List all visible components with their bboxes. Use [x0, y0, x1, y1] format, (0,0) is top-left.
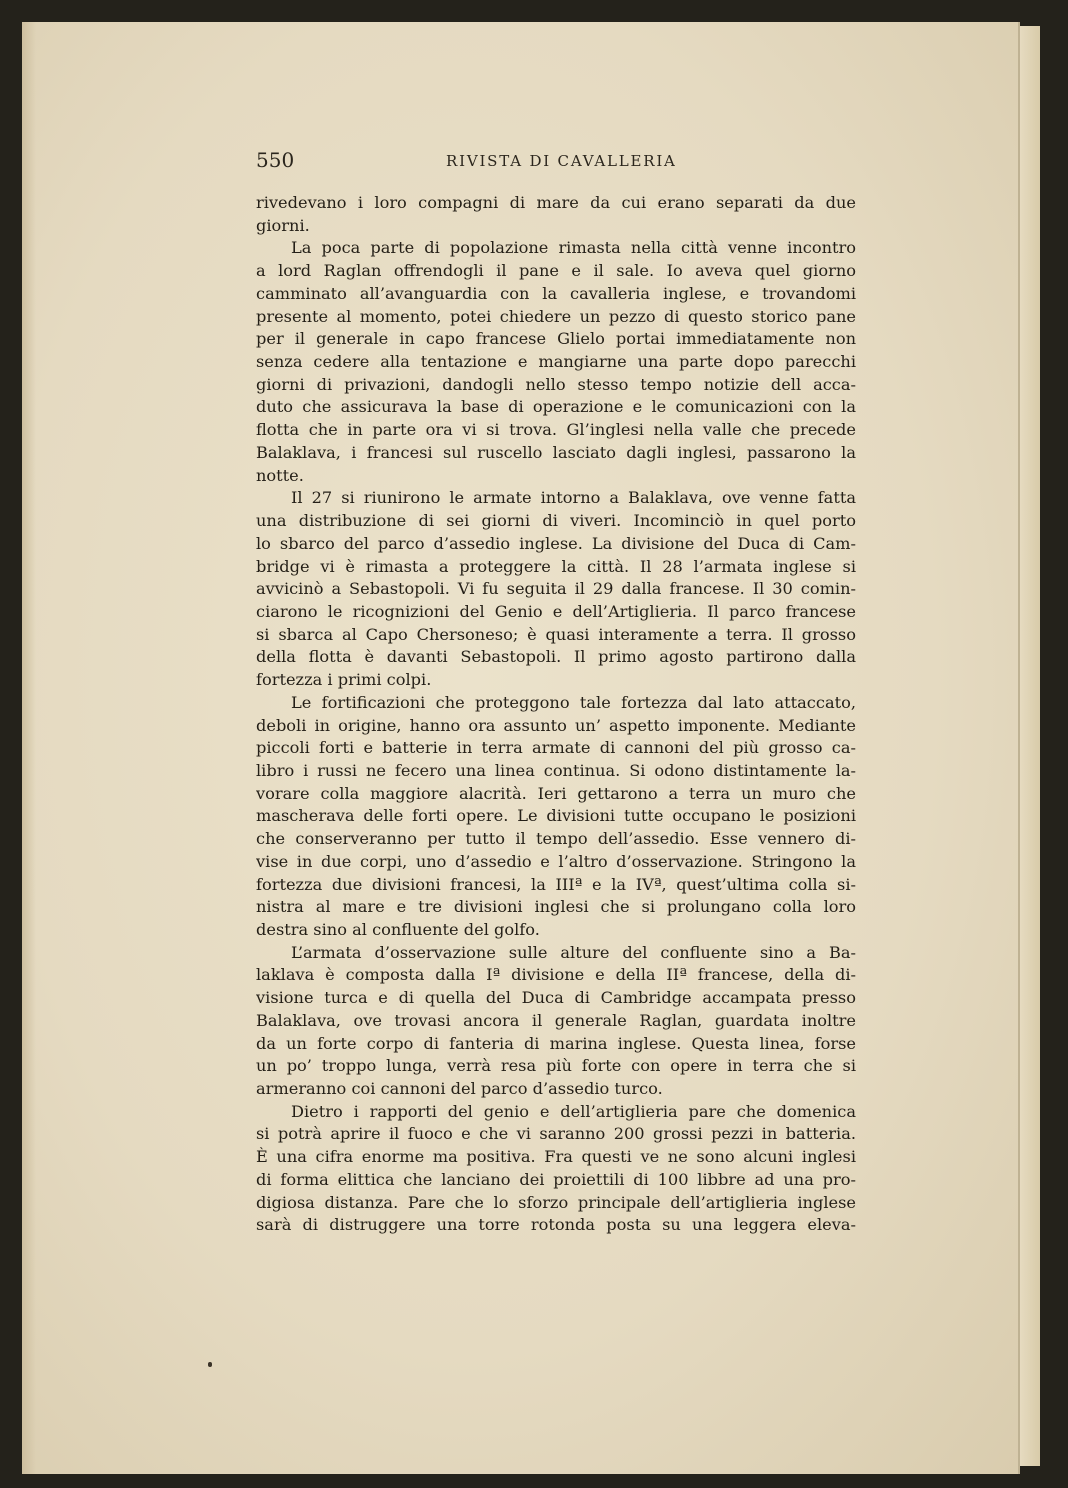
text-line: di forma elittica che lanciano dei proiettili di 100 libbre ad una pro- — [256, 1169, 856, 1189]
text-line: piccoli forti e batterie in terra armate di cannoni del più grosso ca- — [256, 738, 856, 758]
text-line: deboli in origine, hanno ora assunto un’ aspetto imponente. Mediante — [256, 715, 856, 735]
text-line: armeranno coi cannoni del parco d’assedio turco. — [256, 1079, 663, 1099]
text-line: visione turca e di quella del Duca di Cambridge accampata presso — [256, 988, 856, 1008]
text-line: La poca parte di popolazione rimasta nella città venne incontro — [291, 238, 856, 258]
text-line: laklava è composta dalla Iª divisione e della IIª francese, della di- — [256, 965, 856, 985]
text-line: si potrà aprire il fuoco e che vi saranno 200 grossi pezzi in batteria. — [256, 1124, 856, 1144]
text-line: duto che assicurava la base di operazione e le comunicazioni con la — [256, 397, 856, 417]
text-line: camminato all’avanguardia con la cavalleria inglese, e trovandomi — [256, 283, 856, 303]
text-line: presente al momento, potei chiedere un pezzo di questo storico pane — [256, 306, 856, 326]
text-line: Dietro i rapporti del genio e dell’artiglieria pare che domenica — [291, 1101, 856, 1121]
text-line: mascherava delle forti opere. Le divisioni tutte occupano le posizioni — [256, 806, 856, 826]
text-line: lo sbarco del parco d’assedio inglese. La divisione del Duca di Cam- — [256, 533, 856, 553]
text-line: notte. — [256, 465, 304, 485]
text-line: della flotta è davanti Sebastopoli. Il primo agosto partirono dalla — [256, 647, 856, 667]
text-line: fortezza due divisioni francesi, la IIIª e la IVª, quest’ultima colla si- — [256, 874, 856, 894]
page-header — [256, 148, 860, 178]
text-line: vise in due corpi, uno d’assedio e l’altro d’osservazione. Stringono la — [256, 851, 856, 871]
text-line: avvicinò a Sebastopoli. Vi fu seguita il 29 dalla francese. Il 30 comin- — [256, 579, 856, 599]
text-line: destra sino al confluente del golfo. — [256, 920, 540, 939]
text-line: rivedevano i loro compagni di mare da cui erano separati da due — [256, 193, 856, 212]
text-line: Balaklava, i francesi sul ruscello lasciato dagli inglesi, passarono la — [256, 442, 856, 462]
text-line: sarà di distruggere una torre rotonda posta su una leggera eleva- — [256, 1215, 856, 1235]
text-line: fortezza i primi colpi. — [256, 670, 432, 690]
text-line: giorni di privazioni, dandogli nello stesso tempo notizie dell acca- — [256, 374, 856, 394]
text-line: Balaklava, ove trovasi ancora il generale Raglan, guardata inoltre — [256, 1010, 856, 1030]
text-line: libro i russi ne fecero una linea continua. Si odono distintamente la- — [256, 760, 856, 780]
ink-speck — [208, 1362, 212, 1367]
text-line: nistra al mare e tre divisioni inglesi che si prolungano colla loro — [256, 897, 856, 917]
text-line: digiosa distanza. Pare che lo sforzo principale dell’artiglieria inglese — [256, 1192, 856, 1212]
text-line: un po’ troppo lunga, verrà resa più forte con opere in terra che si — [256, 1056, 856, 1076]
text-line: ciarono le ricognizioni del Genio e dell’Artiglieria. Il parco francese — [256, 601, 856, 621]
text-line: si sbarca al Capo Chersoneso; è quasi interamente a terra. Il grosso — [256, 624, 856, 644]
text-line: bridge vi è rimasta a proteggere la città. Il 28 l’armata inglese si — [256, 556, 856, 576]
text-line: una distribuzione di sei giorni di viveri. Incominciò in quel porto — [256, 511, 856, 531]
text-line: Il 27 si riunirono le armate intorno a Balaklava, ove venne fatta — [291, 488, 856, 508]
body-text — [256, 192, 856, 1237]
text-line: a lord Raglan offrendogli il pane e il sale. Io aveva quel giorno — [256, 261, 856, 281]
text-line: senza cedere alla tentazione e mangiarne una parte dopo parecchi — [256, 352, 856, 372]
text-line: flotta che in parte ora vi si trova. Gl’inglesi nella valle che precede — [256, 420, 856, 440]
page-number: 550 — [256, 148, 295, 172]
text-line: che conserveranno per tutto il tempo dell’assedio. Esse vennero di- — [256, 829, 856, 849]
text-line: da un forte corpo di fanteria di marina inglese. Questa linea, forse — [256, 1033, 856, 1053]
text-line: L’armata d’osservazione sulle alture del confluente sino a Ba- — [291, 942, 856, 962]
text-line: vorare colla maggiore alacrità. Ieri gettarono a terra un muro che — [256, 783, 856, 803]
text-line: per il generale in capo francese Glielo portai immediatamente non — [256, 329, 856, 349]
text-line: giorni. — [256, 215, 310, 235]
text-line: È una cifra enorme ma positiva. Fra questi ve ne sono alcuni inglesi — [256, 1147, 856, 1167]
running-title: RIVISTA DI CAVALLERIA — [446, 152, 677, 170]
text-line: Le fortificazioni che proteggono tale fortezza dal lato attaccato, — [291, 692, 856, 712]
